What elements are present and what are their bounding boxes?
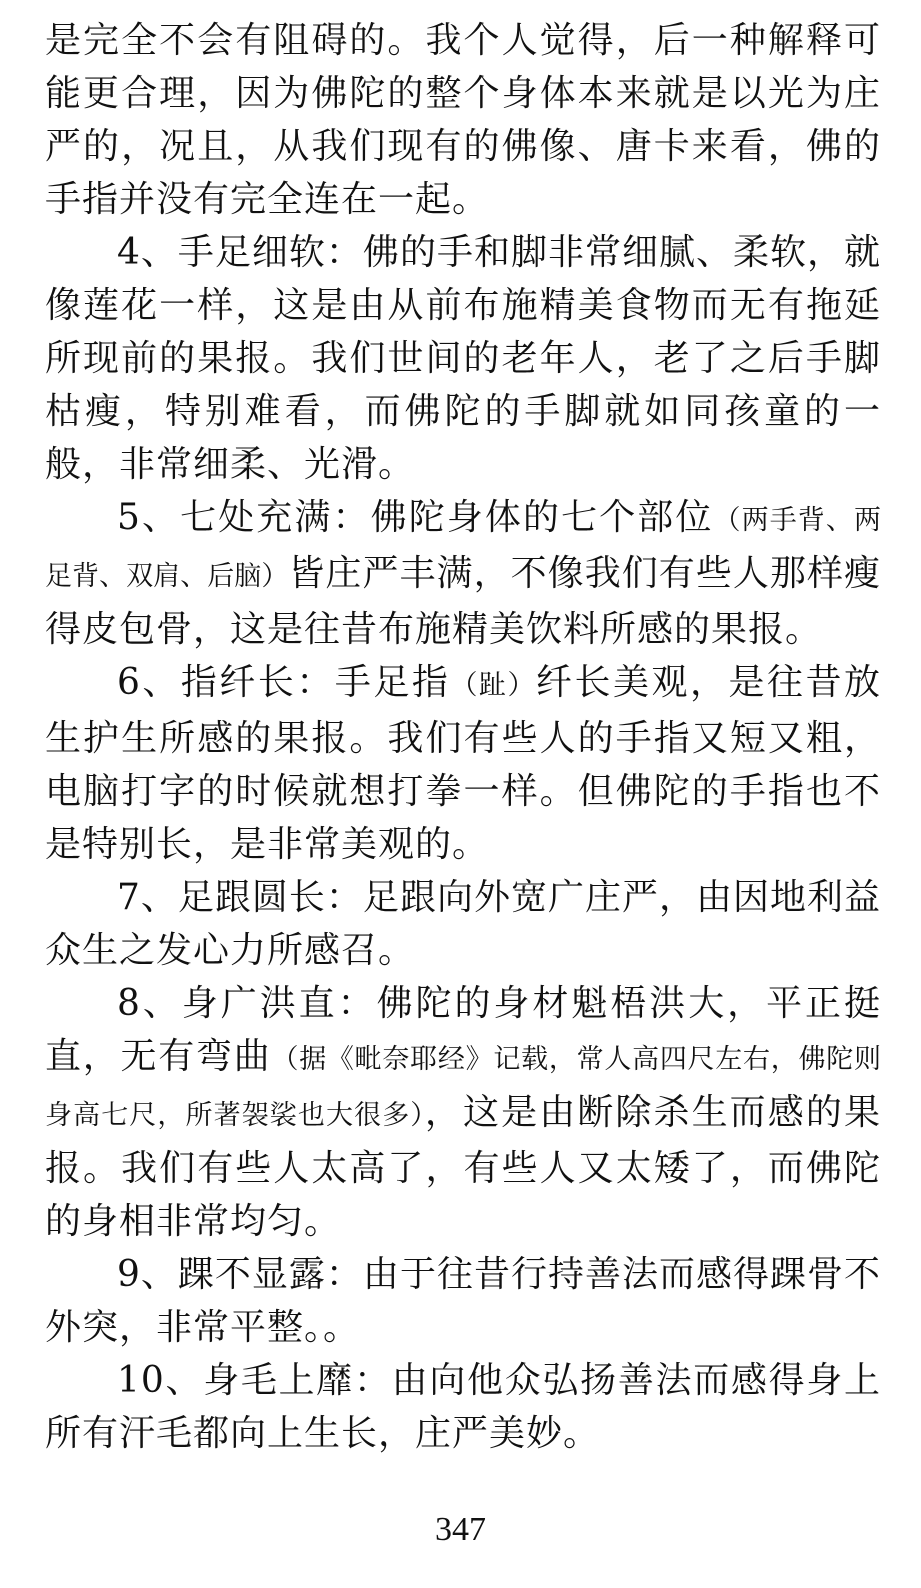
item-6-text-rest: 纤长美观，是往昔放生护生所感的果报。我们有些人的手指又短又粗，电脑打字的时候就想打拳一样。但佛陀的手指也不是特别长，是非常美观的。	[45, 662, 882, 865]
item-8-note: （据《毗奈耶经》记载，常人高四尺左右，佛陀则身高七尺，所著袈裟也大很多）	[45, 1044, 881, 1131]
item-5-text-rest: 皆庄严丰满，不像我们有些人那样瘦得皮包骨，这是往昔布施精美饮料所感的果报。	[45, 553, 881, 650]
paragraph-item-4: 4、手足细软：佛的手和脚非常细腻、柔软，就像莲花一样，这是由从前布施精美食物而无有拖延所现前的果报。我们世间的老年人，老了之后手脚枯瘦，特别难看，而佛陀的手脚就如同孩童的一般，非常细柔、光滑。	[45, 232, 881, 485]
paragraph-item-8	[45, 977, 881, 1248]
item-6-note: （趾）	[450, 670, 536, 701]
paragraph-item-6	[45, 656, 881, 871]
paragraph-item-5	[45, 491, 881, 656]
page-number: 347	[435, 1511, 486, 1548]
item-6-text: 6、指纤长：手足指	[117, 662, 451, 703]
paragraph-item-7: 7、足跟圆长：足跟向外宽广庄严，由因地利益众生之发心力所感召。	[45, 877, 881, 971]
item-5-note: （两手背、两足背、双肩、后脑）	[45, 505, 881, 592]
item-8-text: 8、身广洪直：佛陀的身材魁梧洪大，平正挺直，无有弯曲	[45, 983, 881, 1077]
item-8-text-rest: ，这是由断除杀生而感的果报。我们有些人太高了，有些人又太矮了，而佛陀的身相非常均匀。	[45, 1092, 881, 1242]
item-5-text: 5、七处充满：佛陀身体的七个部位	[117, 497, 714, 538]
paragraph-item-9: 9、踝不显露：由于往昔行持善法而感得踝骨不外突，非常平整。。	[45, 1254, 881, 1348]
paragraph-item-10: 10、身毛上靡：由向他众弘扬善法而感得身上所有汗毛都向上生长，庄严美妙。	[45, 1360, 881, 1454]
paragraph-continued: 是完全不会有阻碍的。我个人觉得，后一种解释可能更合理，因为佛陀的整个身体本来就是以光为庄严的，况且，从我们现有的佛像、唐卡来看，佛的手指并没有完全连在一起。	[45, 20, 881, 220]
page-body	[45, 14, 881, 1460]
